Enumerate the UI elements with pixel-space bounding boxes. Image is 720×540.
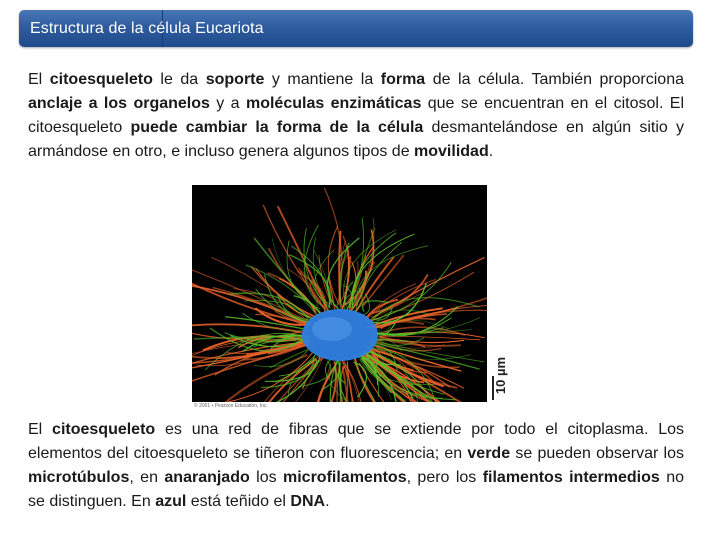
text-run: , en — [129, 469, 165, 486]
paragraph-citoesqueleto-function — [28, 68, 684, 164]
slide-title: Estructura de la célula Eucariota — [30, 20, 264, 37]
fluorescence-micrograph-figure — [192, 185, 487, 410]
text-run: y a — [209, 95, 246, 112]
bold-term: forma — [380, 71, 426, 88]
text-run: desmantelándose en algún sitio y armándose en otro, e incluso genera algunos tipos de — [28, 119, 684, 160]
image-credit: © 2001 • Pearson Education, Inc. — [194, 403, 268, 409]
text-run: y mantiene la — [264, 71, 381, 88]
bold-term: movilidad — [414, 143, 489, 160]
text-run: los — [249, 469, 283, 486]
bold-term: soporte — [205, 71, 265, 88]
text-run: El — [28, 421, 53, 438]
slide-title-bar — [19, 10, 693, 47]
bold-term: azul — [155, 493, 187, 510]
scale-label-container — [493, 352, 518, 402]
bold-term: anaranjado — [164, 469, 250, 486]
paragraph-citoesqueleto-staining — [28, 418, 684, 514]
bold-term: citoesqueleto — [52, 421, 156, 438]
text-run: no se distinguen. En — [28, 469, 685, 510]
bold-term: microfilamentos — [283, 469, 407, 486]
nucleus-highlight — [312, 317, 352, 341]
bold-term: puede cambiar la forma de la célula — [130, 119, 424, 136]
text-run: está teñido el — [186, 493, 291, 510]
text-run: de la célula. También proporciona — [425, 71, 684, 88]
cell-micrograph-image — [192, 185, 487, 402]
text-run: le da — [152, 71, 206, 88]
text-run: . — [325, 493, 330, 510]
scale-label: 10 µm — [493, 356, 509, 395]
bold-term: microtúbulos — [28, 469, 130, 486]
text-run: que se encuentran en el citosol. El citoesqueleto — [28, 95, 685, 136]
cell-illustration — [192, 185, 487, 402]
bold-term: DNA — [290, 493, 326, 510]
text-run: , pero los — [406, 469, 483, 486]
bold-term: citoesqueleto — [49, 71, 153, 88]
bold-term: moléculas enzimáticas — [245, 95, 422, 112]
text-run: . — [488, 143, 494, 160]
text-run: es una red de fibras que se extiende por todo el citoplasma. Los elementos del citoesqueleto se tiñeron con fluorescencia; en — [28, 421, 685, 462]
bold-term: verde — [467, 445, 511, 462]
text-run: se pueden observar los — [510, 445, 685, 462]
bold-term: anclaje a los organelos — [28, 95, 210, 112]
text-run: El — [28, 71, 50, 88]
bold-term: filamentos intermedios — [482, 469, 660, 486]
